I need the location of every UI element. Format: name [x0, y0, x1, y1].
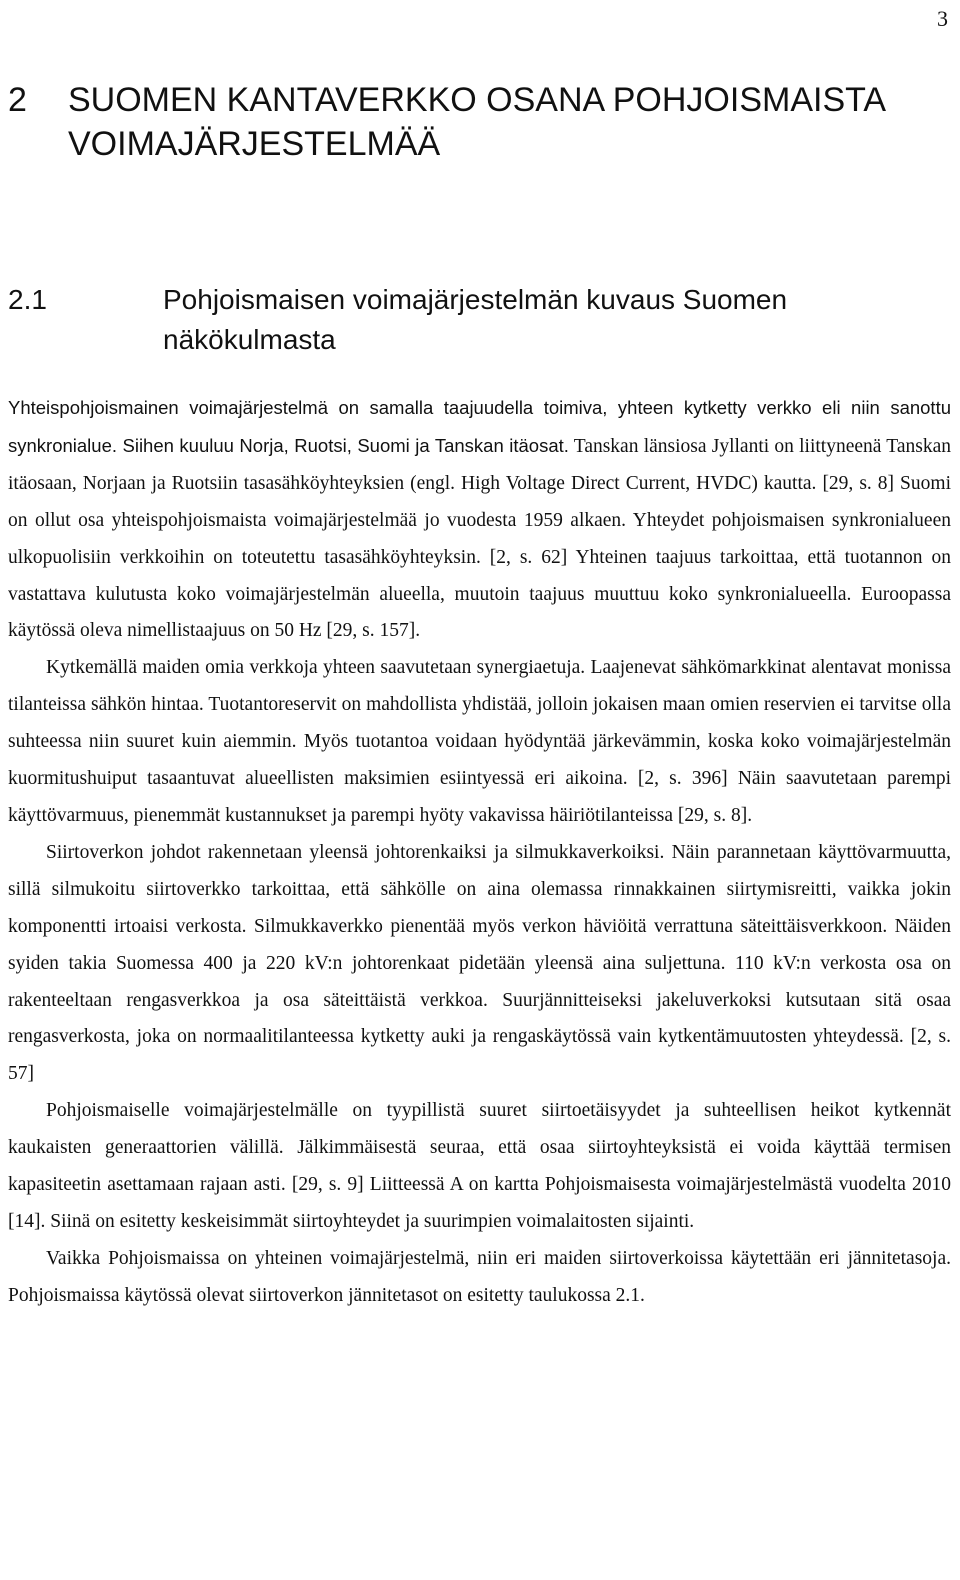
- paragraph-1-lead: Yhteispohjoismainen voimajärjestelmä on samalla taajuudella toimiva, yhteen kytketty verkko eli niin sanottu synkronialue. Siihen kuuluu Norja, Ruotsi, Suomi ja Tanskan itäosat.: [8, 397, 951, 456]
- page-number: 3: [937, 6, 948, 31]
- chapter-title: SUOMEN KANTAVERKKO OSANA POHJOISMAISTA VOIMAJÄRJESTELMÄÄ: [68, 81, 885, 163]
- paragraph-2: Kytkemällä maiden omia verkkoja yhteen saavutetaan synergiaetuja. Laajenevat sähkömarkkinat alentavat monissa tilanteissa sähkön hintaa. Tuotantoreservit on mahdollista yhdistää, jolloin jokaisen maan omien reservien ei tarvitse olla suhteessa niin suuret kuin aiemmin. Myös tuotantoa voidaan hyödyntää järkevämmin, koska koko voimajärjestelmän kuormitushuiput tasaantuvat alueellisten maksimien esiintyessä eri aikoina. [2, s. 396] Näin saavutetaan parempi käyttövarmuus, pienemmät kustannukset ja parempi hyöty vakavissa häiriötilanteissa [29, s. 8].: [8, 657, 951, 826]
- paragraph-3: Siirtoverkon johdot rakennetaan yleensä johtorenkaiksi ja silmukkaverkoiksi. Näin parannetaan käyttövarmuutta, sillä silmukoitu siirtoverkko tarkoittaa, että sähkölle on aina olemassa rinnakkainen siirtymisreitti, vaikka jokin komponentti irtoaisi verkosta. Silmukkaverkko pienentää myös verkon häviöitä verrattuna säteittäisverkkoon. Näiden syiden takia Suomessa 400 ja 220 kV:n johtorenkaat pidetään yleensä aina suljettuna. 110 kV:n verkosta osa on rakenteeltaan rengasverkkoa ja osa säteittäistä verkkoa. Suurjännitteiseksi jakeluverkoksi kutsutaan sitä osaa rengasverkosta, joka on normaalitilanteessa kytketty auki ja rengaskäytössä vain kytkentämuutosten yhteydessä. [2, s. 57]: [8, 841, 951, 1085]
- chapter-number: 2: [8, 81, 27, 119]
- body-text: [8, 390, 951, 1315]
- paragraph-1-text: Tanskan länsiosa Jyllanti on liittyneenä Tanskan itäosaan, Norjaan ja Ruotsiin tasasähköyhteyksien (engl. High Voltage Direct Current, HVDC) kautta. [29, s. 8] Suomi on ollut osa yhteispohjoismaista voimajärjestelmää jo vuodesta 1959 alkaen. Yhteydet pohjoismaisen synkronialueen ulkopuolisiin verkkoihin on toteutettu tasasähköyhteyksin. [2, s. 62] Yhteinen taajuus tarkoittaa, että tuotannon on vastattava kulutusta koko voimajärjestelmän alueella, muutoin taajuus muuttuu koko synkronialueella. Euroopassa käytössä oleva nimellistaajuus on 50 Hz [29, s. 157].: [8, 435, 952, 642]
- paragraph-4: Pohjoismaiselle voimajärjestelmälle on tyypillistä suuret siirtoetäisyydet ja suhteellisen heikot kytkennät kaukaisten generaattorien välillä. Jälkimmäisestä seuraa, että osaa siirtoyhteyksistä ei voida käyttää termisen kapasiteetin asettamaan rajaan asti. [29, s. 9] Liitteessä A on kartta Pohjoismaisesta voimajärjestelmästä vuodelta 2010 [14]. Siinä on esitetty keskeisimmät siirtoyhteydet ja suurimpien voimalaitosten sijainti.: [8, 1100, 951, 1232]
- section-number: 2.1: [8, 284, 47, 315]
- paragraph-1: [8, 390, 951, 650]
- paragraph-5: Vaikka Pohjoismaissa on yhteinen voimajärjestelmä, niin eri maiden siirtoverkoissa käytettään eri jännitetasoja. Pohjoismaissa käytössä olevat siirtoverkon jännitetasot on esitetty taulukossa 2.1.: [8, 1247, 951, 1306]
- chapter-heading: [8, 78, 948, 166]
- section-title: Pohjoismaisen voimajärjestelmän kuvaus Suomen näkökulmasta: [163, 284, 788, 355]
- section-heading: [8, 280, 948, 360]
